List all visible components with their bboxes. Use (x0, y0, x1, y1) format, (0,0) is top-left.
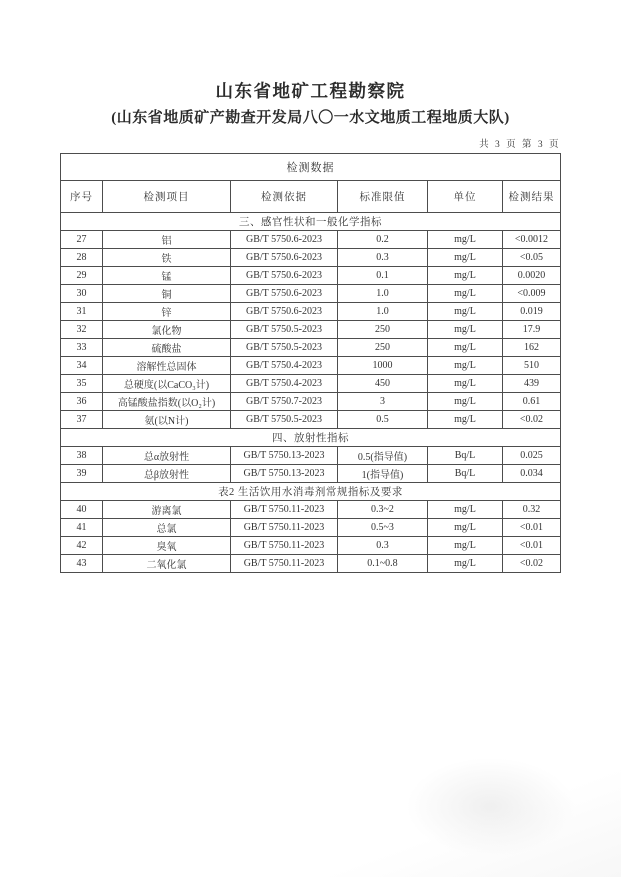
org-title: 山东省地矿工程勘察院 (215, 81, 406, 101)
cell-limit: 0.5(指导值) (337, 447, 427, 465)
cell-item: 氯化物 (102, 321, 230, 339)
cell-unit: mg/L (427, 555, 502, 573)
page-number: 共 3 页 第 3 页 (479, 140, 561, 150)
cell-unit: mg/L (427, 375, 502, 393)
cell-item: 总硬度(以CaCO₃计) (102, 375, 230, 393)
cell-item: 氨(以N计) (102, 411, 230, 429)
cell-result: 0.034 (502, 465, 560, 483)
column-header: 检测项目 (102, 181, 230, 213)
test-data-table (60, 153, 561, 573)
column-header: 检测依据 (230, 181, 337, 213)
cell-item: 锌 (102, 303, 230, 321)
cell-result: <0.02 (502, 555, 560, 573)
cell-limit: 0.3 (337, 249, 427, 267)
cell-method: GB/T 5750.5-2023 (230, 321, 337, 339)
cell-item: 总氯 (102, 519, 230, 537)
column-header: 标准限值 (337, 181, 427, 213)
section-header: 表2 生活饮用水消毒剂常规指标及要求 (60, 483, 560, 501)
cell-result: 0.025 (502, 447, 560, 465)
cell-seq: 37 (60, 411, 102, 429)
cell-method: GB/T 5750.5-2023 (230, 339, 337, 357)
table-row (60, 321, 560, 339)
cell-result: <0.01 (502, 537, 560, 555)
cell-limit: 250 (337, 321, 427, 339)
cell-seq: 31 (60, 303, 102, 321)
cell-unit: mg/L (427, 411, 502, 429)
cell-seq: 36 (60, 393, 102, 411)
cell-limit: 1(指导值) (337, 465, 427, 483)
cell-unit: mg/L (427, 303, 502, 321)
table-row (60, 447, 560, 465)
cell-limit: 0.1 (337, 267, 427, 285)
cell-method: GB/T 5750.11-2023 (230, 555, 337, 573)
cell-item: 锰 (102, 267, 230, 285)
cell-seq: 27 (60, 231, 102, 249)
table-row (60, 339, 560, 357)
cell-seq: 38 (60, 447, 102, 465)
cell-result: 0.019 (502, 303, 560, 321)
cell-seq: 43 (60, 555, 102, 573)
cell-limit: 250 (337, 339, 427, 357)
column-header: 检测结果 (502, 181, 560, 213)
table-row (60, 501, 560, 519)
section-row (60, 483, 560, 501)
cell-unit: mg/L (427, 519, 502, 537)
table-title-row (60, 154, 560, 181)
section-row (60, 213, 560, 231)
cell-result: 439 (502, 375, 560, 393)
cell-item: 游离氯 (102, 501, 230, 519)
cell-method: GB/T 5750.11-2023 (230, 519, 337, 537)
cell-result: 0.32 (502, 501, 560, 519)
section-row (60, 429, 560, 447)
org-subtitle: (山东省地质矿产勘查开发局八〇一水文地质工程地质大队) (111, 110, 510, 126)
cell-result: 162 (502, 339, 560, 357)
cell-result: <0.009 (502, 285, 560, 303)
table-row (60, 375, 560, 393)
table-row (60, 231, 560, 249)
cell-result: 510 (502, 357, 560, 375)
cell-item: 溶解性总固体 (102, 357, 230, 375)
cell-seq: 30 (60, 285, 102, 303)
cell-unit: Bq/L (427, 465, 502, 483)
cell-method: GB/T 5750.11-2023 (230, 501, 337, 519)
cell-unit: mg/L (427, 537, 502, 555)
table-row (60, 393, 560, 411)
cell-unit: mg/L (427, 357, 502, 375)
table-title: 检测数据 (60, 154, 560, 181)
cell-method: GB/T 5750.6-2023 (230, 267, 337, 285)
section-header: 四、放射性指标 (60, 429, 560, 447)
cell-unit: mg/L (427, 501, 502, 519)
cell-method: GB/T 5750.11-2023 (230, 537, 337, 555)
cell-seq: 41 (60, 519, 102, 537)
table-row (60, 249, 560, 267)
table-row (60, 465, 560, 483)
cell-result: <0.01 (502, 519, 560, 537)
cell-limit: 3 (337, 393, 427, 411)
column-header: 序号 (60, 181, 102, 213)
cell-seq: 40 (60, 501, 102, 519)
cell-unit: mg/L (427, 339, 502, 357)
table-row (60, 519, 560, 537)
cell-unit: mg/L (427, 285, 502, 303)
cell-unit: Bq/L (427, 447, 502, 465)
cell-limit: 450 (337, 375, 427, 393)
cell-seq: 28 (60, 249, 102, 267)
table-row (60, 555, 560, 573)
cell-unit: mg/L (427, 321, 502, 339)
cell-method: GB/T 5750.5-2023 (230, 411, 337, 429)
cell-limit: 1000 (337, 357, 427, 375)
cell-method: GB/T 5750.6-2023 (230, 285, 337, 303)
table-row (60, 537, 560, 555)
cell-unit: mg/L (427, 393, 502, 411)
cell-result: 17.9 (502, 321, 560, 339)
cell-item: 铁 (102, 249, 230, 267)
cell-method: GB/T 5750.13-2023 (230, 447, 337, 465)
cell-seq: 42 (60, 537, 102, 555)
header-row (60, 181, 560, 213)
cell-limit: 0.3 (337, 537, 427, 555)
cell-item: 二氧化氯 (102, 555, 230, 573)
cell-limit: 0.5~3 (337, 519, 427, 537)
cell-item: 铜 (102, 285, 230, 303)
cell-item: 硫酸盐 (102, 339, 230, 357)
cell-method: GB/T 5750.4-2023 (230, 357, 337, 375)
section-header: 三、感官性状和一般化学指标 (60, 213, 560, 231)
cell-result: <0.05 (502, 249, 560, 267)
cell-limit: 1.0 (337, 303, 427, 321)
cell-result: 0.0020 (502, 267, 560, 285)
table-row (60, 267, 560, 285)
cell-result: 0.61 (502, 393, 560, 411)
table-row (60, 411, 560, 429)
cell-item: 铝 (102, 231, 230, 249)
cell-limit: 0.3~2 (337, 501, 427, 519)
cell-seq: 33 (60, 339, 102, 357)
cell-seq: 39 (60, 465, 102, 483)
cell-limit: 0.1~0.8 (337, 555, 427, 573)
column-header: 单位 (427, 181, 502, 213)
cell-method: GB/T 5750.6-2023 (230, 231, 337, 249)
cell-method: GB/T 5750.6-2023 (230, 249, 337, 267)
table-row (60, 357, 560, 375)
cell-item: 臭氧 (102, 537, 230, 555)
cell-limit: 0.2 (337, 231, 427, 249)
cell-seq: 35 (60, 375, 102, 393)
cell-unit: mg/L (427, 231, 502, 249)
cell-seq: 29 (60, 267, 102, 285)
cell-limit: 0.5 (337, 411, 427, 429)
cell-result: <0.02 (502, 411, 560, 429)
cell-method: GB/T 5750.13-2023 (230, 465, 337, 483)
cell-item: 高锰酸盐指数(以O₂计) (102, 393, 230, 411)
table-row (60, 285, 560, 303)
cell-unit: mg/L (427, 267, 502, 285)
cell-method: GB/T 5750.7-2023 (230, 393, 337, 411)
cell-method: GB/T 5750.4-2023 (230, 375, 337, 393)
cell-item: 总β放射性 (102, 465, 230, 483)
cell-item: 总α放射性 (102, 447, 230, 465)
cell-unit: mg/L (427, 249, 502, 267)
cell-seq: 34 (60, 357, 102, 375)
cell-method: GB/T 5750.6-2023 (230, 303, 337, 321)
cell-result: <0.0012 (502, 231, 560, 249)
cell-seq: 32 (60, 321, 102, 339)
cell-limit: 1.0 (337, 285, 427, 303)
table-row (60, 303, 560, 321)
